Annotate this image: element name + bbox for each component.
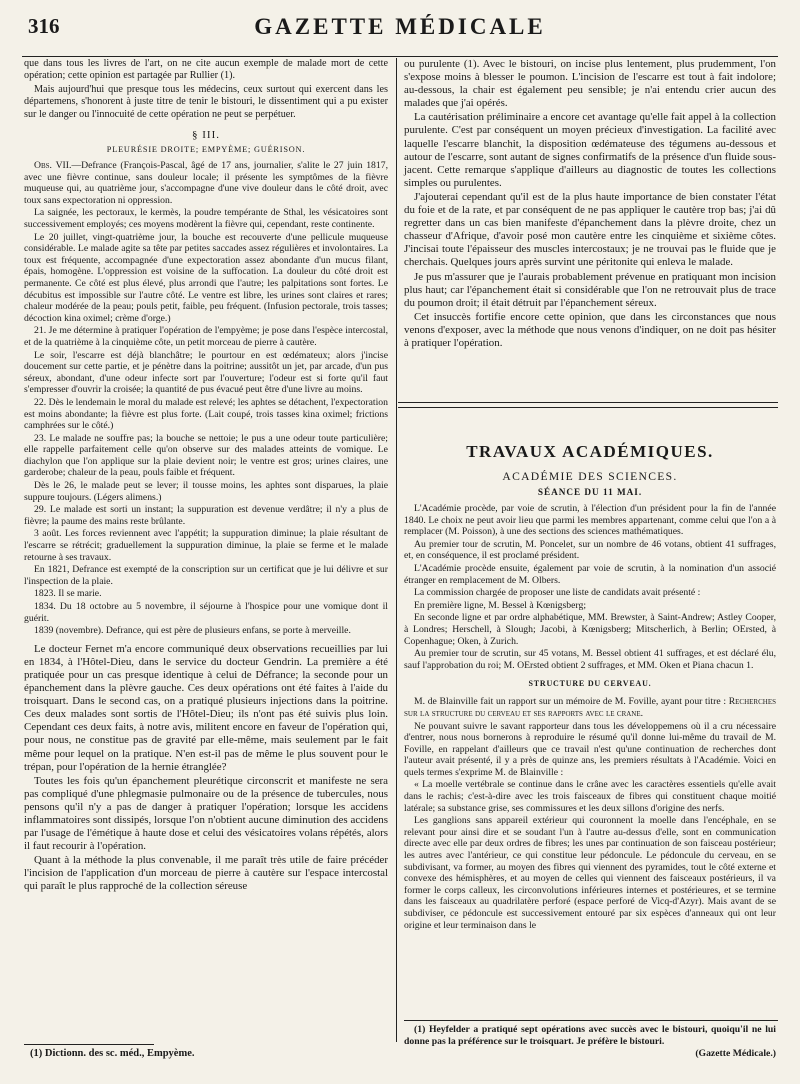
paragraph: Au premier tour de scrutin, M. Poncelet, sur un nombre de 46 votans, obtient 41 suffrages, et, en conséquence, il est proclamé président.	[404, 538, 776, 562]
paragraph: Ne pouvant suivre le savant rapporteur dans tous les développemens où il a cru nécessaire d'entrer, nous nous bornerons à reproduire le résumé qu'il donne lui-même du travail de M. Foville, en rappelant d'ailleurs que ce travail n'est qu'une continuation de recherches dont l'auteur avait présenté, il y a près de quinze ans, les premiers résultats à l'Académie. Voici en quels termes s'exprime M. de Blainville :	[404, 720, 776, 778]
paragraph: 29. Le malade est sorti un instant; la suppuration est devenue verdâtre; il n'y a plus de fièvre; la paume des mains reste brûlante.	[24, 504, 388, 527]
column-divider	[396, 58, 397, 1042]
paragraph: Je pus m'assurer que je l'aurais probablement prévenue en pratiquant mon incision plus haut; car l'épanchement était si considérable que l'on ne retrouvait plus de trace du poumon droit; il était détruit par l'épanchement séreux.	[404, 270, 776, 309]
paragraph: 1839 (novembre). Defrance, qui est père de plusieurs enfans, se porte à merveille.	[34, 625, 351, 637]
footnote-signoff: (Gazette Médicale.)	[695, 1048, 776, 1059]
academy-section	[404, 418, 776, 983]
paragraph: La saignée, les pectoraux, le kermès, la poudre tempérante de Sthal, les vésicatoires sont successivement employés; ces moyens modèrent la fièvre qui, cependant, reste continente.	[24, 207, 388, 230]
observation-label: Obs. VII.	[34, 160, 72, 172]
report-lead: M. de Blainville fait un rapport sur un mémoire de M. Foville, ayant pour titre :	[414, 696, 727, 708]
paragraph: Mais aujourd'hui que presque tous les médecins, ceux surtout qui exercent dans les départemens, s'honorent à juste titre de tenir le bistouri, le dissentiment qui a pu exister sur le danger ou l'innocuité de cette opération ne peut se perpétuer.	[24, 83, 388, 120]
paragraph: Cet insuccès fortifie encore cette opinion, que dans les circonstances que nous venons d'exposer, avec la méthode que nous venons d'indiquer, on ne doit pas hésiter à pratiquer l'opération.	[404, 310, 776, 349]
structure-heading: STRUCTURE DU CERVEAU.	[528, 679, 652, 689]
journal-title: GAZETTE MÉDICALE	[254, 14, 546, 39]
paragraph: L'Académie procède, par voie de scrutin, à l'élection d'un président pour la fin de l'année 1840. Le choix ne peut avoir lieu que parmi les membres appartenant, comme celui que l'on a à remplacer (M. Poisson), à une des sections des sciences mathématiques.	[404, 503, 776, 538]
paragraph: 1823. Il se marie.	[34, 588, 102, 600]
page-number: 316	[28, 14, 60, 38]
paragraph	[404, 696, 776, 719]
paragraph: Le soir, l'escarre est déjà blanchâtre; le pourtour en est œdémateux; alors j'incise doucement sur cette partie, et je pénètre dans la poitrine; aussitôt un jet, par arcade, d'un pus séreux, abondant, d'une odeur infecte sort par l'ouverture; l'odeur est si forte qu'il faut s'empresser d'ouvrir la croisée; la quantité de pus évacué peut être d'une livre au moins.	[24, 349, 388, 396]
paragraph: Le docteur Fernet m'a encore communiqué deux observations recueillies par lui en 1834, à l'Hôtel-Dieu, dans le service du docteur Gendrin. La première a été pratiquée pour un cas presque identique à celui de Défrance; la seconde pour un épanchement dans la plèvre gauche. Ces deux opérations ont été faites à l'aide du troisquart. Dans le second cas, on a pratiqué plusieurs injections dans la poitrine. Ces deux malades sont sortis de l'Hôtel-Dieu; ils n'ont pas été suivis plus loin. Cependant ces deux faits, à notre avis, militent encore en faveur de l'opération qui, pour nous, ne constitue pas de gravité par elle-même, mais seulement par le fait même pour lequel on la pratique. N'en est-il pas de même le plus souvent pour le trépan, pour l'opération de la hernie étranglée?	[24, 642, 388, 773]
paragraph: 22. Dès le lendemain le moral du malade est relevé; les aphtes se détachent, l'expectoration est moins abondante; la fièvre est plus forte. (Lait coupé, trois tasses kina oximel; frictions camphrées sur le côté.)	[24, 396, 388, 432]
header-rule	[22, 56, 778, 57]
report-title: Recherches sur la structure du cerveau et ses rapports avec le crane.	[404, 696, 776, 719]
paragraph: La commission chargée de proposer une liste de candidats avait présenté :	[414, 587, 701, 599]
paragraph: 21. Je me détermine à pratiquer l'opération de l'empyème; je pose dans l'espèce intercostal, et de la quatrième à la cinquième côte, un petit morceau de pierre à cautère.	[24, 325, 388, 348]
paragraph: Le 20 juillet, vingt-quatrième jour, la bouche est recouverte d'une pellicule muqueuse considérable. Le malade agite sa tête par petites saccades assez régulières et involontaires. La toux est fréquente, accompagnée d'une expectoration assez abondante d'un mucus filant, épais, homogène. L'oppression est voisine de la suffocation. La douleur du côté droit est permanente. Ce côté est plus élevé, plus arrondi que l'autre; les palpitations sont fortes. Le décubitus est impossible sur l'autre côté. Le ventre est libre, les urines sont claires et rares; chaleur modérée de la peau; pouls petit, faible, peu fréquent. (Infusion pectorale, trois tasses; décoction kina oximel; crème d'orge.)	[24, 231, 388, 324]
left-column	[24, 58, 388, 1048]
footnote-right-text: (1) Heyfelder a pratiqué sept opérations avec succès avec le bistouri, quoiqu'il ne lui donne pas la préférence sur le troisquart. Je préfère le bistouri.	[404, 1024, 776, 1047]
footnote-right	[404, 1024, 776, 1060]
footnote-rule	[24, 1044, 154, 1045]
running-head	[22, 10, 778, 44]
seance-heading: SÉANCE DU 11 MAI.	[537, 487, 643, 497]
section-separator	[398, 402, 778, 408]
academie-heading: ACADÉMIE DES SCIENCES.	[502, 470, 678, 483]
paragraph: Toutes les fois qu'un épanchement pleurétique circonscrit et manifeste ne sera pas compliqué d'une phlegmasie pulmonaire ou de la présence de tubercules, nous pensons qu'il n'y a pas de danger à pratiquer l'opération; lorsque les accidens inflammatoires sont dissipés, lorsque l'on n'obtient aucune diminution des accidens par l'usage de l'émétique à haute dose et celui des vésicatoires volans répétés, alors il faut recourir à l'opération.	[24, 774, 388, 853]
observation-paragraph	[24, 160, 388, 206]
paragraph: En seconde ligne et par ordre alphabétique, MM. Brewster, à Saint-Andrew; Astley Cooper, à Londres; Herschell, à Slough; Jacobi, à Kœnigsberg; Mitscherlich, à Berlin; OErsted, à Copenhague; Oken, à Zurich.	[404, 612, 776, 647]
paragraph: 3 août. Les forces reviennent avec l'appétit; la suppuration diminue; la plaie résultant de l'escarre se rétrécit; graduellement la suppuration diminue, la plaie se ferme et le malade retourne à ses travaux.	[24, 528, 388, 563]
paragraph: En première ligne, M. Bessel à Kœnigsberg;	[414, 599, 587, 611]
paragraph: La cautérisation préliminaire a encore cet avantage qu'elle fait appel à la collection purulente. C'est par conséquent un moyen précieux d'investigation. La facilité avec laquelle l'escarre blanchit, la disposition œdémateuse des tégumens au-dessous et autour de l'escarre, sont autant de signes confirmatifs de la présence d'un fluide sous-jacent. Cette remarque s'applique d'ailleurs au diagnostic de toutes les collections simples ou purulentes.	[404, 111, 776, 189]
paragraph: Les ganglions sans appareil extérieur qui couronnent la moelle dans l'encéphale, en se relevant pour ainsi dire et se soudant l'un à l'autre au-dessus d'elle, sont en communication directe avec elle par deux ordres de fibres; les unes par continuation de son faisceau postérieur; les autres avec l'antérieur, ce qui constitue leur pédoncule. Le pédoncule du cerveau, en se subdivisant, va former, au moyen des fibres qui viennent des pyramides, tout le côté externe et convexe des hémisphères, et au moyen de celles qui viennent des faisceaux postérieurs, il va former le corps calleux, les circonvolutions inférieures internes et postérieures, et se termine dans les faisceaux au quadrilatère perforé (espace perforé de Vicq-d'Azyr). Mais avant de se subdiviser, ce pédoncule est successivement entouré par six espèces d'anneaux qui ont leur origine et leur terminaison dans le	[404, 815, 776, 931]
paragraph: Au premier tour de scrutin, sur 45 votans, M. Bessel obtient 41 suffrages, et est déclaré élu, sauf l'approbation du roi; M. OErsted obtient 2 suffrages, et MM. Oken et Piana chacun 1.	[404, 648, 776, 671]
paragraph: « La moelle vertébrale se continue dans le crâne avec les caractères essentiels qu'elle avait dans le rachis; c'est-à-dire avec les trois faisceaux de fibres qui constituent chaque moitié latérale; sa substance grise, ses commissures et les deux sillons d'origine des nerfs.	[404, 779, 776, 814]
paragraph: J'ajouterai cependant qu'il est de la plus haute importance de bien constater l'état du foie et de la rate, et par conséquent de ne pas appliquer le cautère trop bas; j'ai dû regretter dans un cas bien manifeste d'épanchement dans la plèvre droite, chez un chasseur d'Afrique, d'avoir posé mon cautère entre les cinquième et sixième côtes. J'incisai toute l'épaisseur des muscles intercostaux; je ne trouvai pas le fluide que je cherchais. Quelques jours après survint une péritonite qui enleva le malade.	[404, 190, 776, 269]
paragraph: En 1821, Defrance est exempté de la conscription sur un certificat que je lui délivre et sur l'inspection de la plaie.	[24, 564, 388, 587]
section-number: § III.	[192, 129, 220, 142]
footnote-left: (1) Dictionn. des sc. méd., Empyème.	[30, 1048, 195, 1059]
observation-text: —Defrance (François-Pascal, âgé de 17 ans, journalier, s'alite le 27 juin 1817, avec une fièvre continue, sans douleur locale; il présente les symptômes de la fièvre muqueuse qui, au quatrième jour, s'accompagne d'une vive douleur dans le côté droit, avec toux sans expectoration ni oppression.	[24, 160, 388, 206]
paragraph: Dès le 26, le malade peut se lever; il tousse moins, les aphtes sont disparues, la plaie suppure toujours. (Légers alimens.)	[24, 480, 388, 503]
paragraph: Quant à la méthode la plus convenable, il me paraît très utile de faire précéder l'incision de l'application d'un morceau de pierre à cautère sur l'espace intercostal qui paraît le plus rapproché de la collection séreuse	[24, 854, 388, 893]
section-title: PLEURÉSIE DROITE; EMPYÈME; GUÉRISON.	[106, 145, 306, 155]
right-column-top	[404, 58, 776, 398]
paragraph: L'Académie procède ensuite, également par voie de scrutin, à la nomination d'un associé étranger en remplacement de M. Olbers.	[404, 562, 776, 586]
paragraph: que dans tous les livres de l'art, on ne cite aucun exemple de malade mort de cette opération; cette opinion est partagée par Rullier (1).	[24, 58, 388, 82]
travaux-heading: TRAVAUX ACADÉMIQUES.	[466, 442, 714, 461]
footnote-rule	[404, 1020, 778, 1021]
paragraph: 23. Le malade ne souffre pas; la bouche se nettoie; le pus a une odeur toute particulière; elle rappelle parfaitement celle qu'on observe sur des malades atteints de vomique. Le diachylon que l'on applique sur la plaie devient noir; le ventre est gros; urines claires, une garderobe; chaleur de la peau, pouls faible et fréquent.	[24, 432, 388, 479]
paragraph: 1834. Du 18 octobre au 5 novembre, il séjourne à l'hospice pour une vomique dont il guérit.	[24, 601, 388, 624]
paragraph: ou purulente (1). Avec le bistouri, on incise plus lentement, plus prudemment, l'on s'expose moins à blesser le poumon. L'incision de l'escarre est tout à fait indolore; au-dessous, la chair est également peu sensible; je n'ai entendu crier aucun des malades que j'ai opérés.	[404, 58, 776, 110]
